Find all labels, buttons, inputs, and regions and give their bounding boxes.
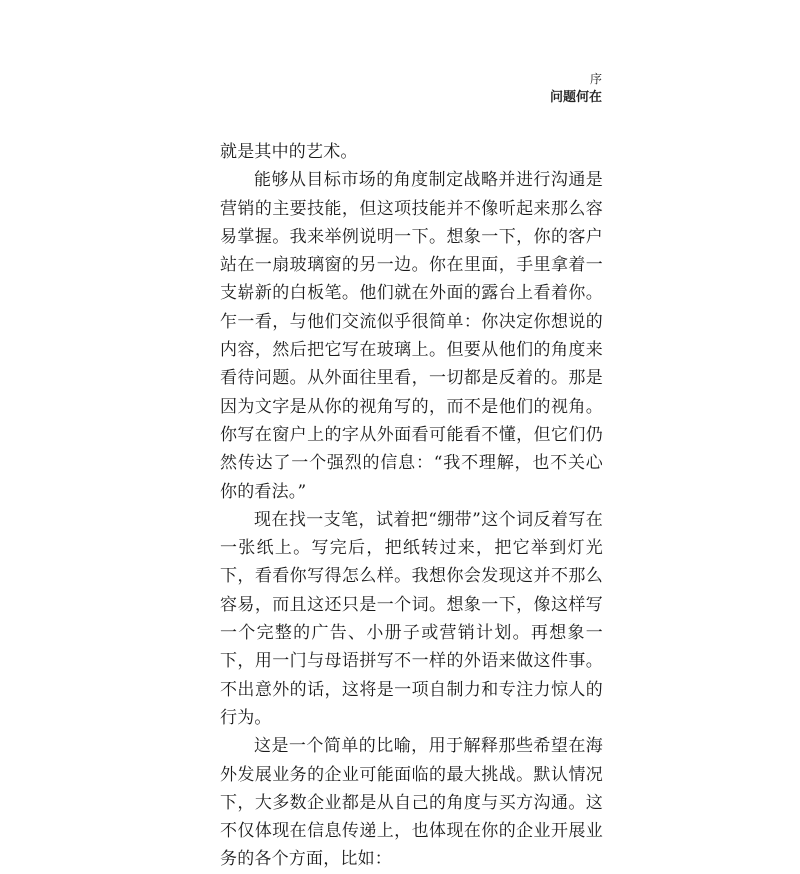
running-header	[550, 70, 602, 108]
chapter-title: 序	[589, 72, 602, 86]
body-text	[220, 138, 603, 874]
paragraph-continuation: 就是其中的艺术。	[220, 142, 358, 162]
paragraph: 能够从目标市场的角度制定战略并进行沟通是营销的主要技能，但这项技能并不像听起来那么容易掌握。我来举例说明一下。想象一下，你的客户站在一扇玻璃窗的另一边。你在里面，手里拿着一支崭新的白板笔。他们就在外面的露台上看着你。乍一看，与他们交流似乎很简单：你决定你想说的内容，然后把它写在玻璃上。但要从他们的角度来看待问题。从外面往里看，一切都是反着的。那是因为文字是从你的视角写的，而不是他们的视角。你写在窗户上的字从外面看可能看不懂，但它们仍然传达了一个强烈的信息：“我不理解，也不关心你的看法。”	[220, 170, 603, 502]
paragraph: 这是一个简单的比喻，用于解释那些希望在海外发展业务的企业可能面临的最大挑战。默认情况下，大多数企业都是从自己的角度与买方沟通。这不仅体现在信息传递上，也体现在你的企业开展业务的各个方面，比如：	[220, 736, 603, 870]
paragraph: 现在找一支笔，试着把“绷带”这个词反着写在一张纸上。写完后，把纸转过来，把它举到灯光下，看看你写得怎么样。我想你会发现这并不那么容易，而且这还只是一个词。想象一下，像这样写一个完整的广告、小册子或营销计划。再想象一下，用一门与母语拼写不一样的外语来做这件事。不出意外的话，这将是一项自制力和专注力惊人的行为。	[220, 509, 603, 728]
section-title: 问题何在	[549, 90, 602, 105]
